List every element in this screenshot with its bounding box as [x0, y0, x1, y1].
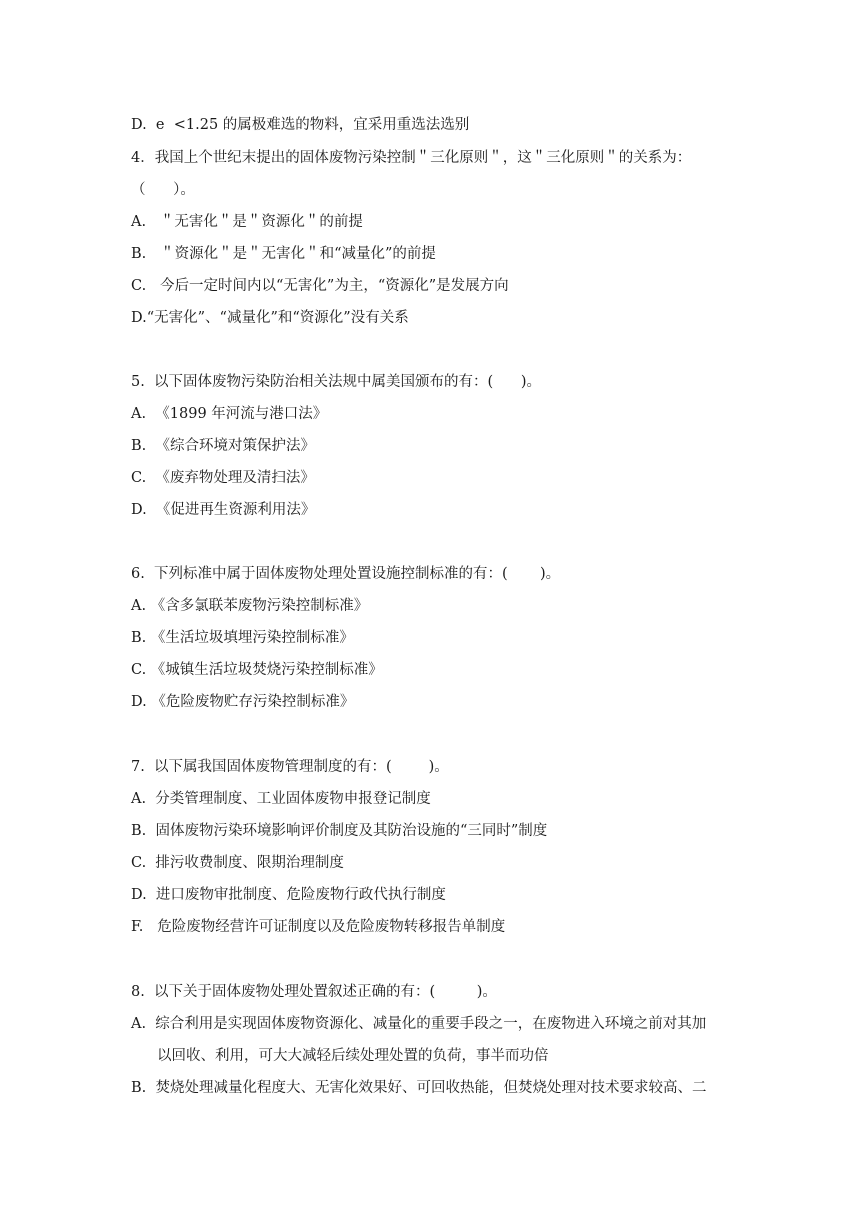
q5-option-d: D. 《促进再生资源利用法》	[131, 502, 316, 518]
q8-option-a: A. 综合利用是实现固体废物资源化、减量化的重要手段之一，在废物进入环境之前对其加	[131, 1016, 707, 1032]
q7-option-d: D. 进口废物审批制度、危险废物行政代执行制度	[131, 887, 446, 903]
q4-option-a: A. ＂无害化＂是＂资源化＂的前提	[131, 214, 363, 230]
q5-option-c: C. 《废弃物处理及清扫法》	[131, 470, 315, 486]
q5-stem: 5. 以下固体废物污染防治相关法规中属美国颁布的有：( )。	[131, 374, 542, 390]
q3-option-d: D. e <1.25 的属极难选的物料，宜采用重选法选别	[131, 117, 470, 133]
q4-stem: 4．我国上个世纪末提出的固体废物污染控制＂三化原则＂，这＂三化原则＂的关系为：	[131, 150, 692, 166]
q4-option-d: D.“无害化”、“减量化”和“资源化”没有关系	[131, 310, 409, 326]
q8-stem: 8. 以下关于固体废物处理处置叙述正确的有：( )。	[131, 984, 497, 1000]
q4-option-c: C. 今后一定时间内以“无害化”为主，“资源化”是发展方向	[131, 278, 509, 294]
q6-stem: 6. 下列标准中属于固体废物处理处置设施控制标准的有：( )。	[131, 566, 561, 582]
q6-option-a: A. 《含多氯联苯废物污染控制标准》	[131, 598, 369, 614]
q6-option-b: B. 《生活垃圾填埋污染控制标准》	[131, 630, 354, 646]
q7-option-a: A. 分类管理制度、工业固体废物申报登记制度	[131, 791, 431, 807]
q4-option-b: B. ＂资源化＂是＂无害化＂和“减量化”的前提	[131, 246, 436, 262]
q6-option-d: D. 《危险废物贮存污染控制标准》	[131, 694, 355, 710]
q8-option-a-continued: 以回收、利用，可大大减轻后续处理处置的负荷，事半而功倍	[157, 1048, 549, 1064]
q7-option-b: B. 固体废物污染环境影响评价制度及其防治设施的“三同时”制度	[131, 823, 548, 839]
q7-stem: 7. 以下属我国固体废物管理制度的有：( )。	[131, 759, 449, 775]
q4-blank: （ ）。	[131, 182, 195, 198]
q7-option-c: C. 排污收费制度、限期治理制度	[131, 855, 344, 871]
q5-option-b: B. 《综合环境对策保护法》	[131, 438, 315, 454]
q8-option-b: B. 焚烧处理减量化程度大、无害化效果好、可回收热能，但焚烧处理对技术要求较高、二	[131, 1080, 707, 1096]
q7-option-f: F. 危险废物经营许可证制度以及危险废物转移报告单制度	[131, 919, 506, 935]
q6-option-c: C. 《城镇生活垃圾焚烧污染控制标准》	[131, 662, 383, 678]
q5-option-a: A. 《1899 年河流与港口法》	[131, 406, 328, 422]
